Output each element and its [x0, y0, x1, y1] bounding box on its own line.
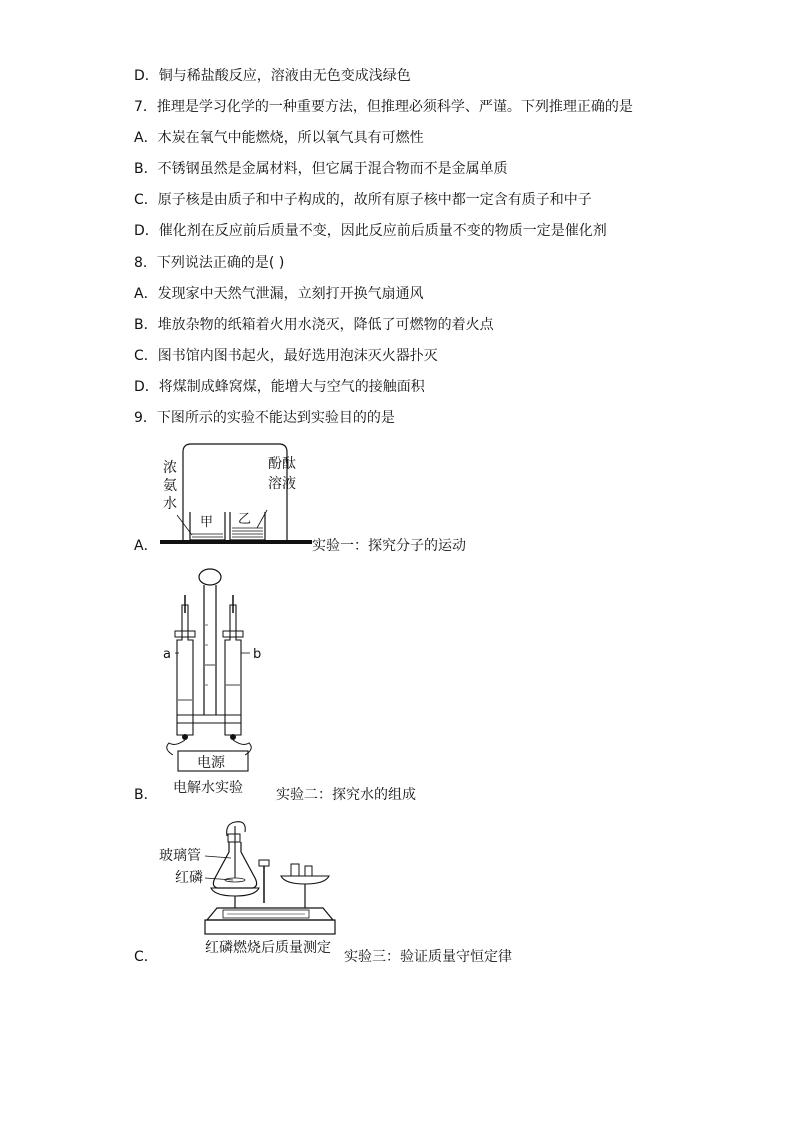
question-8-option-d: D．将煤制成蜂窝煤，能增大与空气的接触面积	[134, 379, 425, 395]
red-phosphorus-label: 红磷	[175, 870, 203, 886]
glass-tube-label: 玻璃管	[159, 848, 201, 864]
weight-1-shape	[291, 864, 299, 876]
beaker-jia-label: 甲	[200, 515, 214, 530]
funnel-shape	[199, 569, 221, 585]
option-7d-prev: D．铜与稀盐酸反应，溶液由无色变成浅绿色	[134, 68, 411, 84]
question-7-option-c: C．原子核是由质子和中子构成的，故所有原子核中都一定含有质子和中子	[134, 192, 592, 208]
weight-2-shape	[305, 866, 312, 876]
tube-a-label: a	[163, 647, 171, 662]
ammonia-label-2: 氨	[163, 478, 177, 494]
experiment-3-caption: 实验三：验证质量守恒定律	[344, 949, 512, 965]
experiment-2-caption: 实验二：探究水的组成	[276, 787, 416, 803]
question-7-stem: 7．推理是学习化学的一种重要方法，但推理必须科学、严谨。下列推理正确的是	[134, 99, 633, 115]
ammonia-label-1: 浓	[163, 460, 177, 476]
experiment-1-caption: 实验一：探究分子的运动	[312, 538, 466, 554]
left-pan-shape	[211, 888, 259, 896]
combustion-sub-caption: 红磷燃烧后质量测定	[205, 940, 331, 956]
question-7-option-b: B．不锈钢虽然是金属材料，但它属于混合物而不是金属单质	[134, 161, 508, 177]
power-label: 电源	[197, 755, 225, 771]
tube-b-label: b	[253, 647, 262, 662]
question-8-option-b: B．堆放杂物的纸箱着火用水浇灭，降低了可燃物的着火点	[134, 317, 494, 333]
beaker-yi-label: 乙	[238, 512, 252, 527]
question-8-option-a: A．发现家中天然气泄漏，立刻打开换气扇通风	[134, 286, 424, 302]
experiment-2-figure	[155, 565, 265, 800]
experiment-3-figure	[155, 818, 345, 960]
option-a-letter: A．	[134, 538, 158, 554]
option-c-letter: C．	[134, 949, 158, 965]
option-b-letter: B．	[134, 787, 158, 803]
question-7-option-d: D．催化剂在反应前后质量不变，因此反应前后质量不变的物质一定是催化剂	[134, 223, 607, 239]
phenolphthalein-label-2: 溶液	[268, 476, 296, 492]
right-pan-shape	[281, 876, 329, 884]
phenolphthalein-label-1: 酚酞	[268, 456, 296, 472]
electrolysis-sub-caption: 电解水实验	[173, 780, 243, 796]
question-8-option-c: C．图书馆内图书起火，最好选用泡沫灭火器扑灭	[134, 348, 438, 364]
question-9-stem: 9．下图所示的实验不能达到实验目的的是	[134, 410, 395, 426]
balance-base-shape	[205, 920, 335, 934]
question-8-stem: 8．下列说法正确的是( )	[134, 255, 285, 271]
question-7-option-a: A．木炭在氧气中能燃烧，所以氧气具有可燃性	[134, 130, 424, 146]
experiment-1-figure	[155, 440, 315, 550]
ammonia-label-3: 水	[163, 496, 177, 512]
